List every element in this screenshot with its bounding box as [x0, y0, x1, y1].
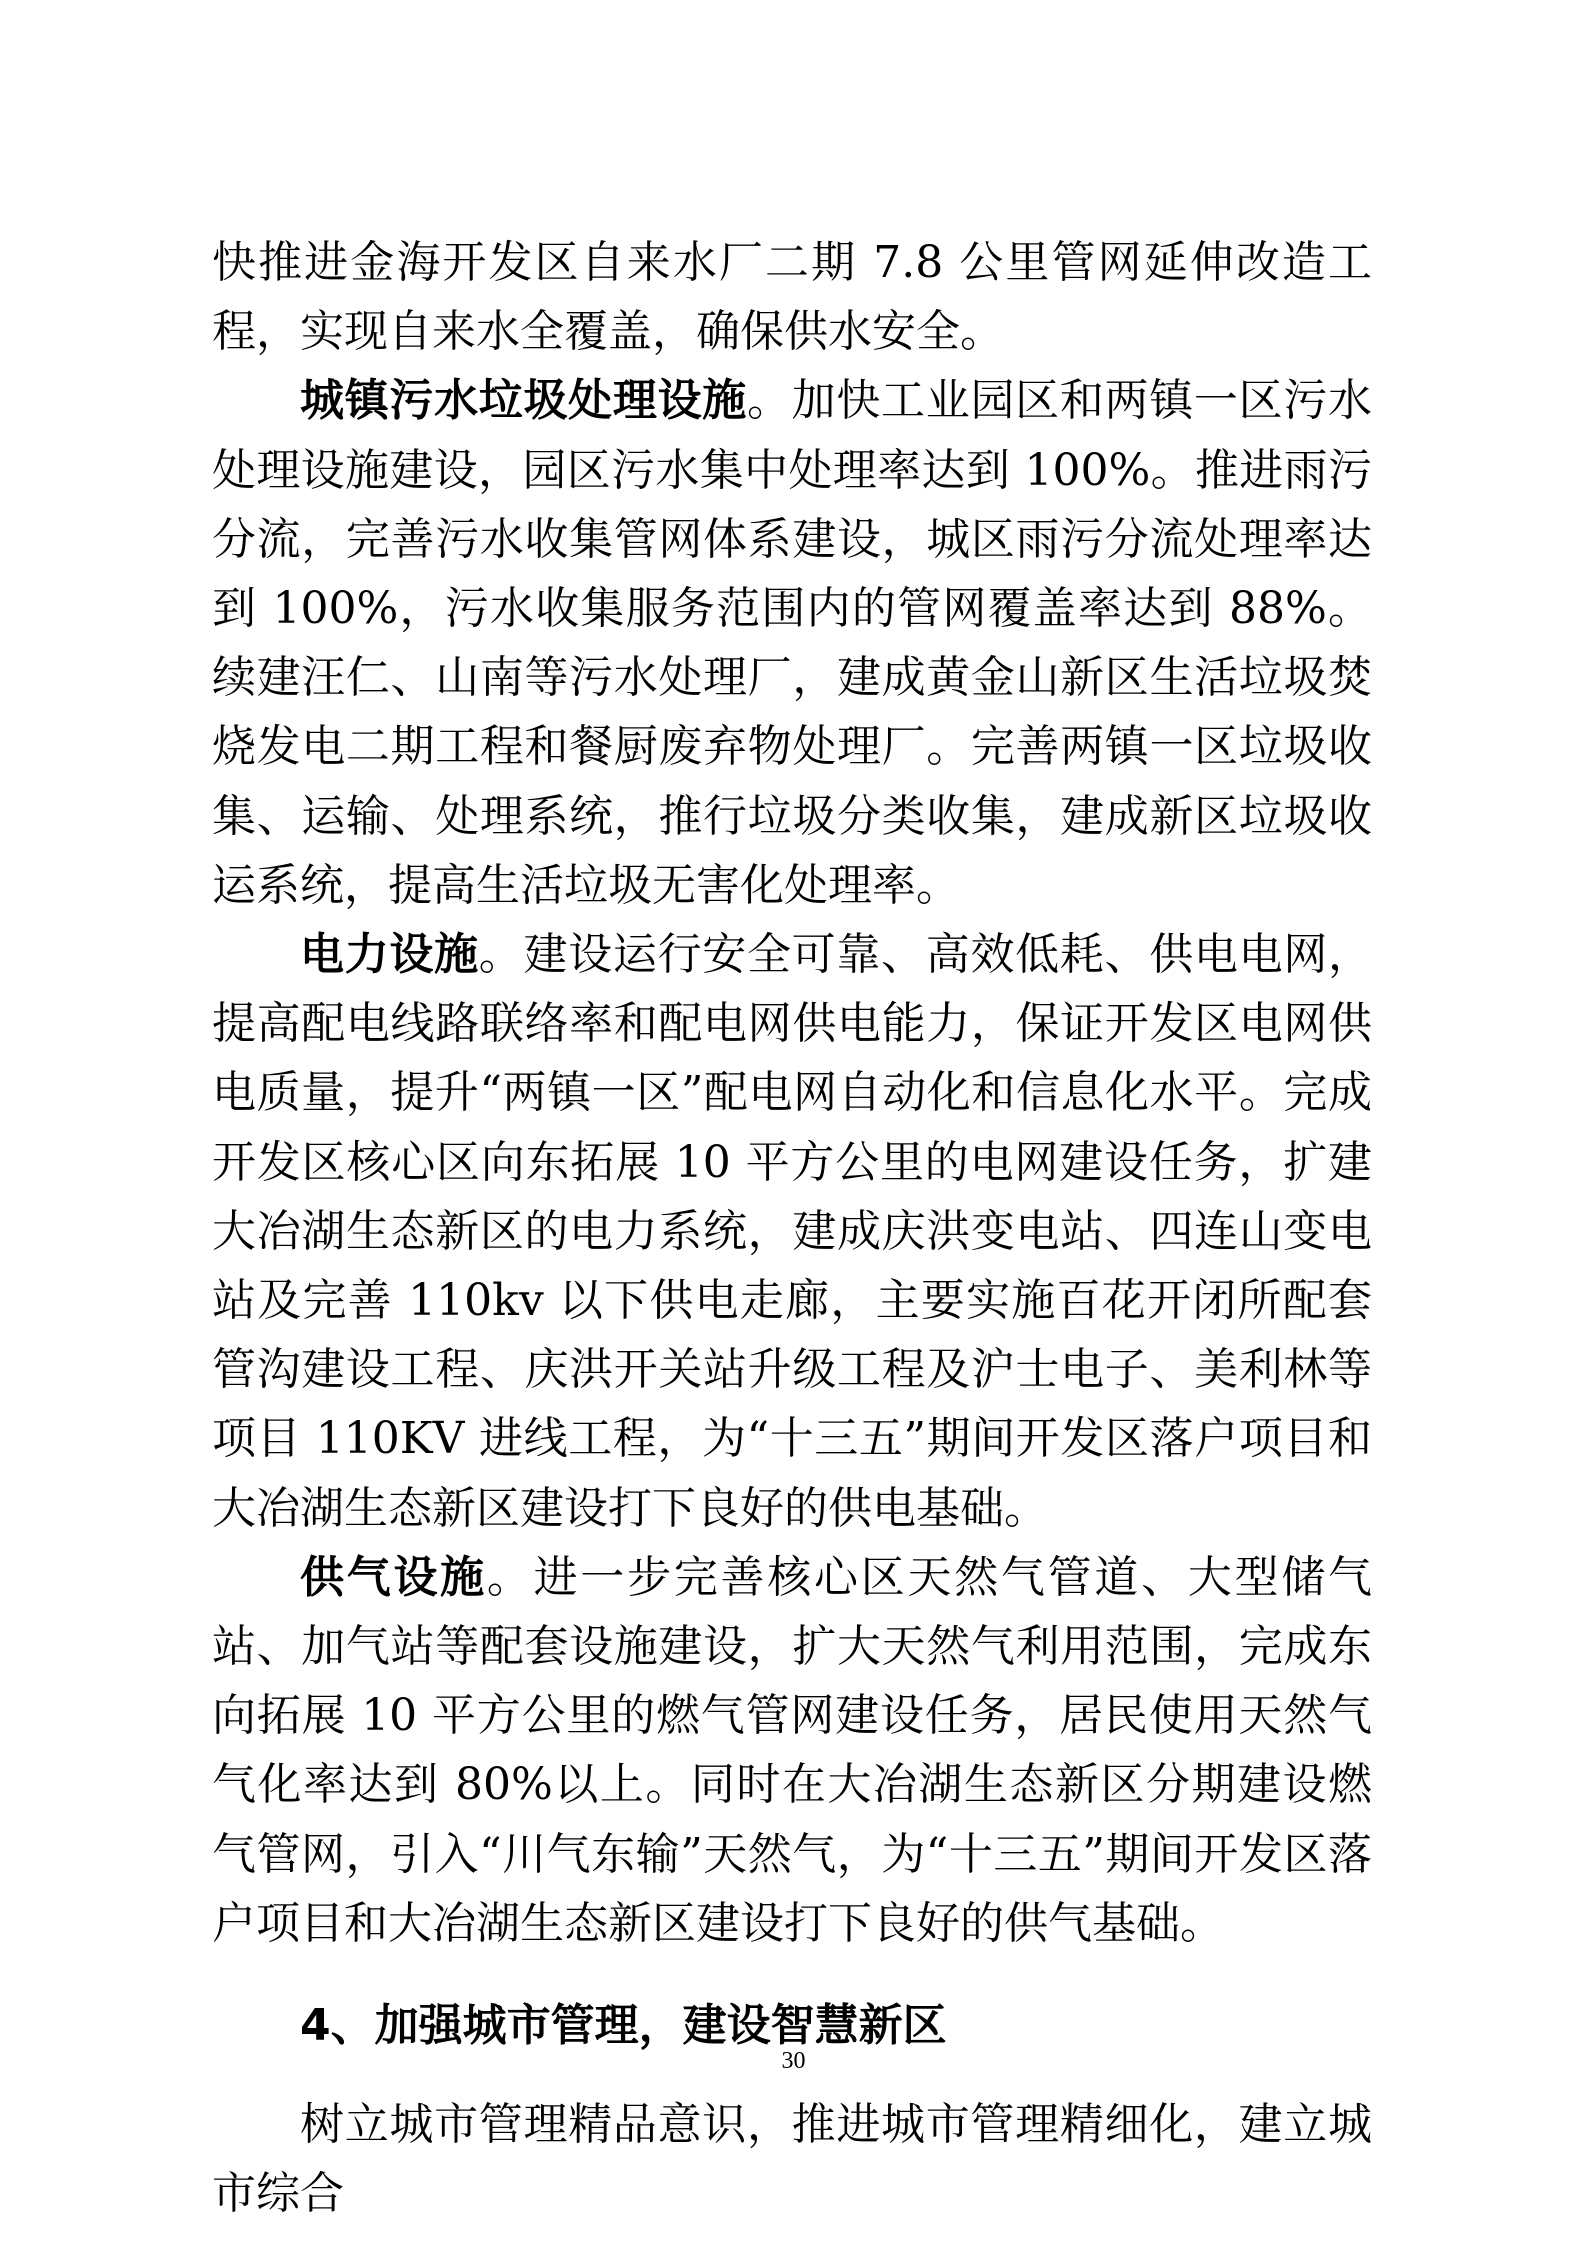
page-number: 30	[781, 2048, 806, 2074]
paragraph-power	[212, 920, 1372, 1543]
paragraph-lead-gas: 供气设施	[300, 1551, 487, 1603]
paragraph-city-management: 树立城市管理精品意识，推进城市管理精细化，建立城市综合	[212, 2099, 1372, 2220]
paragraph-water-supply: 快推进金海开发区自来水厂二期 7.8 公里管网延伸改造工程，实现自来水全覆盖，确保供水安全。	[212, 237, 1372, 358]
document-page	[212, 228, 1372, 2228]
paragraph-sewage-waste	[212, 366, 1372, 920]
paragraph-text-gas: 。进一步完善核心区天然气管道、大型储气站、加气站等配套设施建设，扩大天然气利用范围，完成东向拓展 10 平方公里的燃气管网建设任务，居民使用天然气气化率达到 80%以上。同时在大冶湖生态新区分期建设燃气管网，引入“川气东输”天然气，为“十三五”期间开发区落户项目和大冶湖生态新区建设打下良好的供气基础。	[212, 1551, 1373, 1949]
paragraph-text-sewage: 。加快工业园区和两镇一区污水处理设施建设，园区污水集中处理率达到 100%。推进雨污分流，完善污水收集管网体系建设，城区雨污分流处理率达到 100%，污水收集服务范围内的管网覆盖率达到 88%。续建汪仁、山南等污水处理厂，建成黄金山新区生活垃圾焚烧发电二期工程和餐厨废弃物处理厂。完善两镇一区垃圾收集、运输、处理系统，推行垃圾分类收集，建成新区垃圾收运系统，提高生活垃圾无害化处理率。	[212, 375, 1373, 911]
paragraph-gas	[212, 1543, 1372, 1958]
paragraph-lead-power: 电力设施	[300, 929, 479, 981]
paragraph-lead-sewage: 城镇污水垃圾处理设施	[300, 375, 747, 427]
paragraph-text-power: 。建设运行安全可靠、高效低耗、供电电网，提高配电线路联络率和配电网供电能力，保证开发区电网供电质量，提升“两镇一区”配电网自动化和信息化水平。完成开发区核心区向东拓展 10 平方公里的电网建设任务，扩建大冶湖生态新区的电力系统，建成庆洪变电站、四连山变电站及完善 110kv 以下供电走廊，主要实施百花开闭所配套管沟建设工程、庆洪开关站升级工程及沪士电子、美利林等项目 110KV 进线工程，为“十三五”期间开发区落户项目和大冶湖生态新区建设打下良好的供电基础。	[212, 929, 1373, 1534]
section-heading: 4、加强城市管理，建设智慧新区	[300, 2000, 947, 2052]
